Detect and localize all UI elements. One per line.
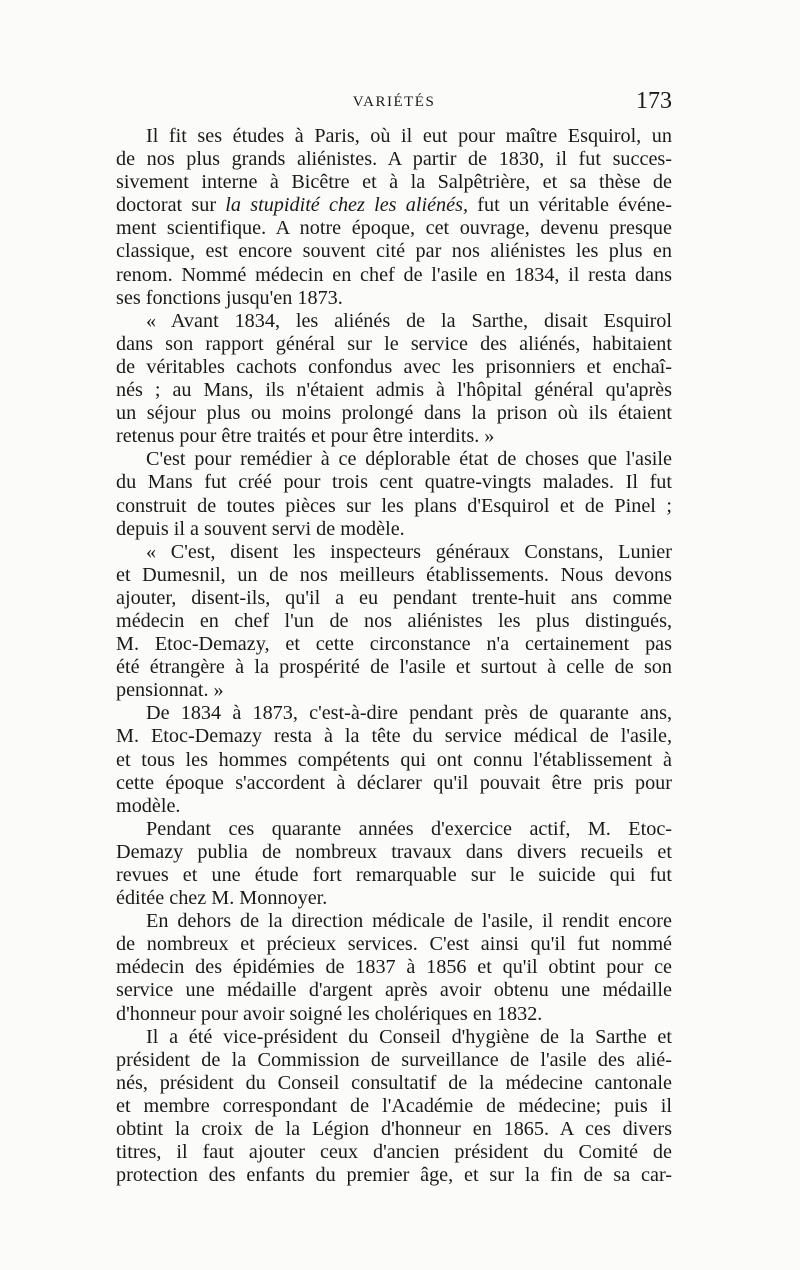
line-text: obtint la croix de la Légion d'honneur en 1865. A ces divers	[116, 1118, 672, 1141]
text-line	[116, 725, 672, 748]
line-text: Il a été vice-président du Conseil d'hygiène de la Sarthe et	[146, 1025, 672, 1048]
line-text: M. Etoc-Demazy, et cette circonstance n'a certainement pas	[116, 633, 672, 656]
line-text: titres, il faut ajouter ceux d'ancien président du Comité de	[116, 1141, 672, 1164]
text-line	[116, 887, 672, 910]
line-text: Pendant ces quarante années d'exercice actif, M. Etoc-	[146, 817, 672, 840]
text-line	[116, 979, 672, 1002]
text-line	[116, 1095, 672, 1118]
text-line	[116, 587, 672, 610]
running-title: VARIÉTÉS	[352, 94, 436, 110]
line-text: Demazy publia de nombreux travaux dans divers recueils et	[116, 840, 672, 863]
text-line	[116, 541, 672, 564]
text-line	[116, 841, 672, 864]
line-text: doctorat sur	[116, 194, 226, 217]
text-line	[116, 1003, 672, 1026]
text-line	[116, 171, 672, 194]
line-text: M. Etoc-Demazy resta à la tête du service médical de l'asile,	[116, 725, 672, 748]
text-line	[116, 818, 672, 841]
text-line	[116, 148, 672, 171]
line-text: « C'est, disent les inspecteurs généraux Constans, Lunier	[146, 540, 672, 563]
text-line	[116, 702, 672, 725]
line-text: dans son rapport général sur le service des aliénés, habitaient	[116, 332, 672, 355]
line-text: protection des enfants du premier âge, et sur la fin de sa car-	[116, 1164, 672, 1187]
line-text: pensionnat. »	[116, 679, 224, 702]
text-line	[116, 448, 672, 471]
line-text: de nombreux et précieux services. C'est ainsi qu'il fut nommé	[116, 933, 672, 956]
page-number: 173	[636, 88, 672, 114]
text-line	[116, 933, 672, 956]
line-text: classique, est encore souvent cité par nos aliénistes les plus en	[116, 240, 672, 263]
text-line	[116, 287, 672, 310]
line-text: et membre correspondant de l'Académie de médecine; puis il	[116, 1094, 672, 1117]
text-line	[116, 1164, 672, 1187]
line-text: revues et une étude fort remarquable sur le suicide qui fut	[116, 864, 672, 886]
text-line	[116, 633, 672, 656]
line-text: sivement interne à Bicêtre et à la Salpêtrière, et sa thèse de	[116, 171, 672, 194]
text-line	[116, 240, 672, 263]
line-text: été étrangère à la prospérité de l'asile et surtout à celle de son	[116, 656, 672, 679]
line-text: De 1834 à 1873, c'est-à-dire pendant près de quarante ans,	[146, 702, 672, 725]
text-line	[116, 749, 672, 772]
text-line	[116, 656, 672, 679]
line-text: de véritables cachots confondus avec les prisonniers et enchaî-	[116, 355, 672, 378]
text-line	[116, 956, 672, 979]
line-text: nés, président du Conseil consultatif de la médecine cantonale	[116, 1071, 672, 1094]
line-text: C'est pour remédier à ce déplorable état de choses que l'asile	[146, 448, 672, 471]
body-text	[116, 125, 672, 1187]
line-text: nés ; au Mans, ils n'étaient admis à l'hôpital général qu'après	[116, 379, 672, 402]
line-text: d'honneur pour avoir soigné les cholériques en 1832.	[116, 1002, 543, 1025]
text-line	[116, 402, 672, 425]
text-line	[116, 518, 672, 541]
text-line	[116, 425, 672, 448]
line-text: construit de toutes pièces sur les plans d'Esquirol et de Pinel ;	[116, 494, 672, 517]
line-text: éditée chez M. Monnoyer.	[116, 887, 328, 910]
line-text: de nos plus grands aliénistes. A partir de 1830, il fut succes-	[116, 148, 672, 171]
text-line	[116, 1026, 672, 1049]
text-line	[116, 471, 672, 494]
italic-title: la stupidité chez les aliénés,	[225, 194, 469, 217]
text-line	[116, 1141, 672, 1164]
line-text: Il fit ses études à Paris, où il eut pour maître Esquirol, un	[146, 125, 672, 147]
text-line	[116, 495, 672, 518]
line-text: depuis il a souvent servi de modèle.	[116, 517, 405, 540]
line-text: du Mans fut créé pour trois cent quatre-vingts malades. Il fut	[116, 471, 672, 494]
text-line	[116, 795, 672, 818]
text-line	[116, 772, 672, 795]
text-line	[116, 864, 672, 887]
line-text: ajouter, disent-ils, qu'il a eu pendant trente-huit ans comme	[116, 586, 672, 609]
line-text: cette époque s'accordent à déclarer qu'il pouvait être pris pour	[116, 771, 672, 794]
text-line	[116, 564, 672, 587]
text-line	[116, 264, 672, 287]
line-text: En dehors de la direction médicale de l'asile, il rendit encore	[146, 910, 672, 933]
line-text-continuation: fut un véritable événe-	[468, 194, 672, 217]
line-text: modèle.	[116, 794, 181, 817]
text-line	[116, 333, 672, 356]
line-text: ment scientifique. A notre époque, cet ouvrage, devenu presque	[116, 217, 672, 240]
line-text: et tous les hommes compétents qui ont connu l'établissement à	[116, 748, 672, 771]
running-head	[116, 88, 672, 118]
text-line	[116, 610, 672, 633]
line-text: médecin en chef l'un de nos aliénistes les plus distingués,	[116, 609, 672, 632]
line-text: retenus pour être traités et pour être interdits. »	[116, 425, 495, 448]
text-line	[116, 679, 672, 702]
line-text: président de la Commission de surveillance de l'asile des alié-	[116, 1048, 672, 1071]
text-line	[116, 379, 672, 402]
text-line	[116, 1118, 672, 1141]
text-line	[116, 217, 672, 240]
line-text: « Avant 1834, les aliénés de la Sarthe, disait Esquirol	[146, 309, 672, 332]
line-text: ses fonctions jusqu'en 1873.	[116, 286, 343, 309]
text-line	[116, 194, 672, 217]
line-text: renom. Nommé médecin en chef de l'asile en 1834, il resta dans	[116, 263, 672, 286]
text-line	[116, 910, 672, 933]
text-line	[116, 356, 672, 379]
line-text: un séjour plus ou moins prolongé dans la prison où ils étaient	[116, 402, 672, 425]
text-line	[116, 1072, 672, 1095]
line-text: médecin des épidémies de 1837 à 1856 et qu'il obtint pour ce	[116, 956, 672, 979]
line-text: et Dumesnil, un de nos meilleurs établissements. Nous devons	[116, 563, 672, 586]
text-line	[116, 125, 672, 148]
text-line	[116, 310, 672, 333]
line-text: service une médaille d'argent après avoir obtenu une médaille	[116, 979, 672, 1002]
text-line	[116, 1049, 672, 1072]
